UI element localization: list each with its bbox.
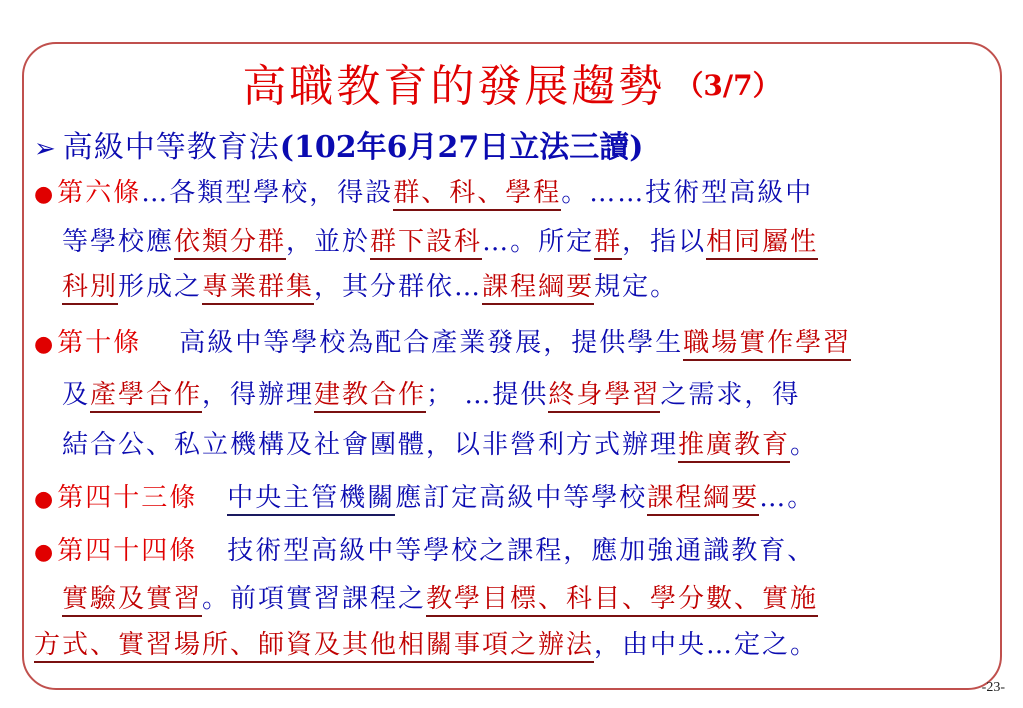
underlined-term: 群、科、學程 [393, 178, 561, 211]
text: ，由中央…定之。 [594, 630, 819, 660]
text: …各類型學校，得設 [141, 178, 394, 208]
article-44-line-1 [34, 530, 815, 567]
article-43-line-1 [34, 477, 815, 514]
article-6-line-1 [34, 172, 813, 209]
text: ，得辦理 [202, 380, 315, 410]
underlined-term: 職場實作學習 [683, 328, 851, 361]
text: ； …提供 [426, 380, 549, 410]
title-text: 高職教育的發展趨勢 [242, 61, 666, 112]
bullet-icon: ● [34, 332, 56, 357]
underlined-term: 推廣教育 [678, 430, 790, 463]
underlined-term: 教學目標、科目、學分數、實施 [426, 584, 818, 617]
text: ，其分群依… [314, 272, 483, 302]
article-label: 第四十四條 [57, 536, 198, 566]
underlined-term: 產學合作 [90, 380, 202, 413]
text: …。 [759, 483, 816, 513]
text: 等學校應 [62, 227, 175, 257]
underlined-term: 群下設科 [370, 227, 482, 260]
article-10-line-2 [62, 374, 800, 411]
text: 。……技術型高級中 [561, 178, 814, 208]
underlined-term: 課程綱要 [647, 483, 759, 516]
section-heading [34, 122, 643, 166]
article-label: 第十條 [57, 328, 142, 358]
underlined-term: 建教合作 [314, 380, 426, 413]
text: …。所定 [482, 227, 595, 257]
arrow-bullet-icon: ➢ [34, 134, 57, 164]
page-number: -23- [981, 680, 1005, 695]
text: 高級中等學校為配合產業發展，提供學生 [179, 328, 684, 358]
underlined-term: 終身學習 [548, 380, 660, 413]
article-label: 第四十三條 [57, 483, 198, 513]
article-44-line-3 [34, 624, 818, 661]
underlined-term: 中央主管機關 [227, 483, 395, 516]
article-6-line-3 [62, 266, 678, 303]
underlined-term: 相同屬性 [706, 227, 818, 260]
text: 及 [62, 380, 91, 410]
article-10-line-1 [34, 322, 851, 359]
text: ，指以 [622, 227, 707, 257]
underlined-term: 課程綱要 [482, 272, 594, 305]
text: ，並於 [286, 227, 371, 257]
text: 形成之 [118, 272, 203, 302]
slide-title [0, 50, 1023, 114]
text: 。前項實習課程之 [202, 584, 427, 614]
article-44-line-2 [62, 578, 818, 615]
text: 規定。 [594, 272, 679, 302]
underlined-term: 實驗及實習 [62, 584, 202, 617]
underlined-term: 依類分群 [174, 227, 286, 260]
text: 應訂定高級中等學校 [395, 483, 648, 513]
article-label: 第六條 [57, 178, 142, 208]
heading-law-date: (102年6月27日立法三讀) [279, 130, 644, 165]
heading-text: 高級中等教育法 [62, 130, 280, 165]
article-10-line-3 [62, 424, 818, 461]
text: 結合公、私立機構及社會團體，以非營利方式辦理 [62, 430, 679, 460]
underlined-term: 科別 [62, 272, 118, 305]
underlined-term: 群 [594, 227, 622, 260]
text: 。 [790, 430, 819, 460]
text: 技術型高級中等學校之課程，應加強通識教育、 [227, 536, 816, 566]
title-page-indicator: （3/7） [675, 69, 781, 102]
text: 之需求，得 [660, 380, 801, 410]
bullet-icon: ● [34, 540, 56, 565]
bullet-icon: ● [34, 487, 56, 512]
article-6-line-2 [62, 221, 818, 258]
underlined-term: 專業群集 [202, 272, 314, 305]
bullet-icon: ● [34, 182, 56, 207]
underlined-term: 方式、實習場所、師資及其他相關事項之辦法 [34, 630, 594, 663]
